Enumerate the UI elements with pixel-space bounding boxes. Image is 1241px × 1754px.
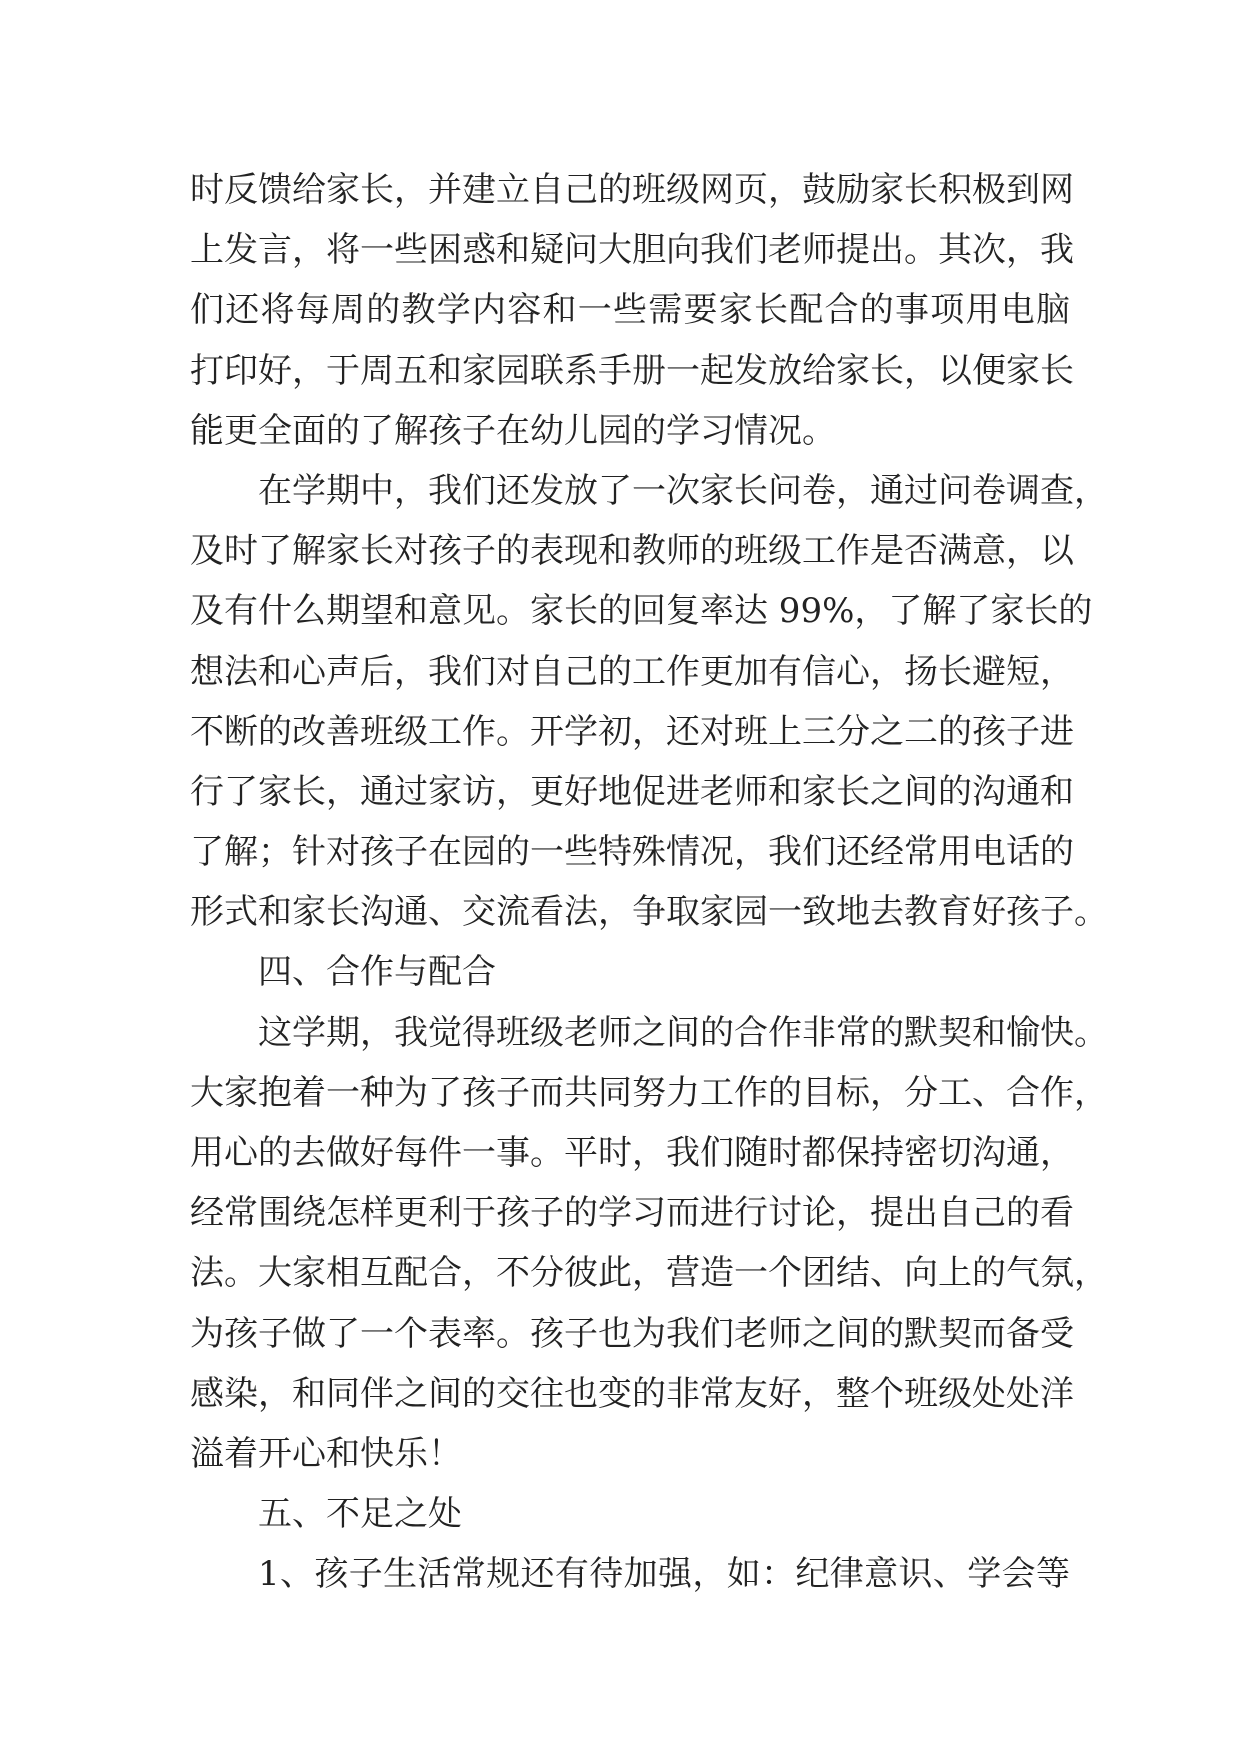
text-line: 不断的改善班级工作。开学初，还对班上三分之二的孩子进 [190, 711, 1074, 752]
text-line: 溢着开心和快乐！ [190, 1433, 462, 1474]
text-line: 形式和家长沟通、交流看法，争取家园一致地去教育好孩子。 [190, 892, 1108, 933]
text-line: 想法和心声后，我们对自己的工作更加有信心，扬长避短， [190, 651, 1074, 692]
document-body [190, 160, 1108, 1605]
text-line: 能更全面的了解孩子在幼儿园的学习情况。 [190, 410, 836, 451]
section-heading: 五、不足之处 [258, 1494, 462, 1535]
text-line: 了解；针对孩子在园的一些特殊情况，我们还经常用电话的 [190, 832, 1074, 873]
text-line: 为孩子做了一个表率。孩子也为我们老师之间的默契而备受 [190, 1313, 1074, 1354]
text-line: 及有什么期望和意见。家长的回复率达 99%，了解了家长的 [190, 591, 1093, 632]
section-heading: 四、合作与配合 [258, 952, 496, 993]
text-line: 这学期，我觉得班级老师之间的合作非常的默契和愉快。 [258, 1012, 1108, 1053]
text-line: 时反馈给家长，并建立自己的班级网页，鼓励家长积极到网 [190, 170, 1074, 210]
text-line: 大家抱着一种为了孩子而共同努力工作的目标，分工、合作， [190, 1072, 1108, 1113]
text-line: 经常围绕怎样更利于孩子的学习而进行讨论，提出自己的看 [190, 1193, 1074, 1234]
text-line: 们还将每周的教学内容和一些需要家长配合的事项用电脑 [190, 290, 1070, 331]
text-line: 打印好，于周五和家园联系手册一起发放给家长，以便家长 [190, 350, 1074, 391]
text-line: 感染，和同伴之间的交往也变的非常友好，整个班级处处洋 [190, 1373, 1074, 1414]
text-line: 上发言，将一些困惑和疑问大胆向我们老师提出。其次，我 [190, 230, 1074, 271]
text-line: 及时了解家长对孩子的表现和教师的班级工作是否满意，以 [190, 531, 1074, 572]
text-line: 1、孩子生活常规还有待加强，如：纪律意识、学会等 [258, 1554, 1070, 1595]
text-line: 在学期中，我们还发放了一次家长问卷，通过问卷调查， [258, 470, 1108, 511]
text-line: 法。大家相互配合，不分彼此，营造一个团结、向上的气氛， [190, 1253, 1108, 1294]
text-line: 行了家长，通过家访，更好地促进老师和家长之间的沟通和 [190, 771, 1074, 812]
text-line: 用心的去做好每件一事。平时，我们随时都保持密切沟通， [190, 1133, 1074, 1173]
